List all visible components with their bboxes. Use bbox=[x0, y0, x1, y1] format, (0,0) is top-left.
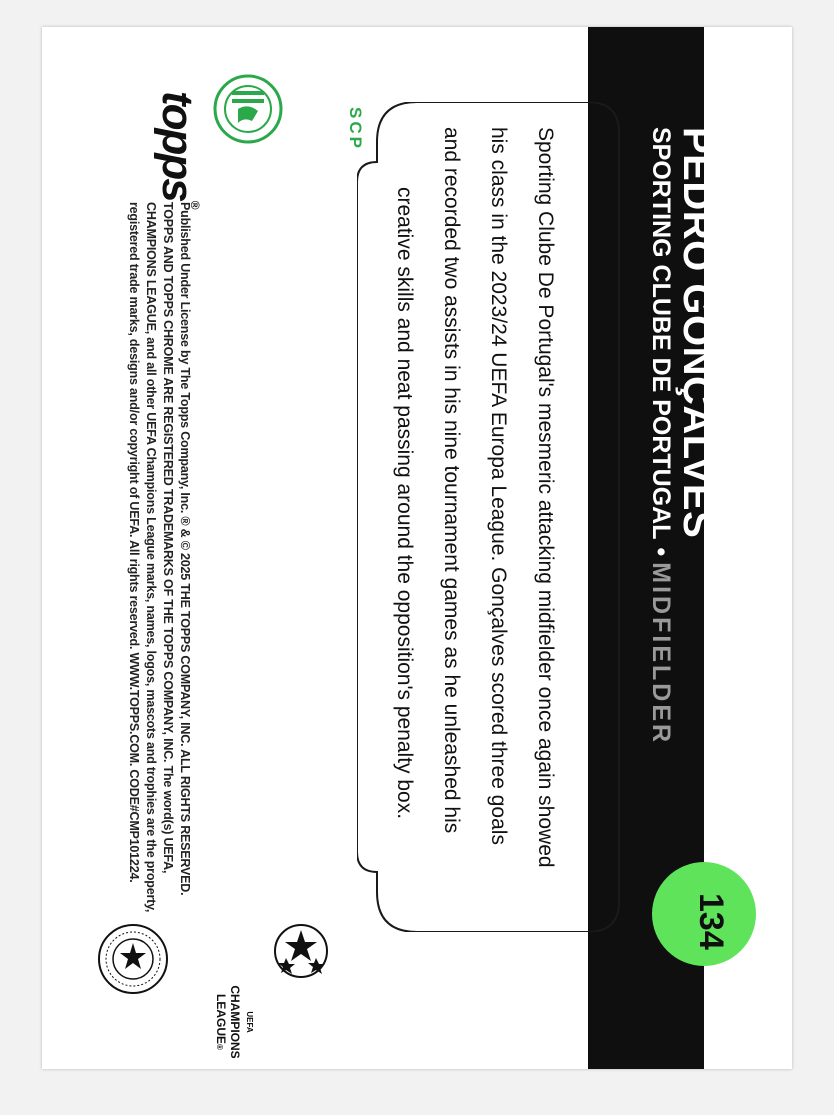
club-name: SPORTING CLUBE DE PORTUGAL bbox=[647, 127, 675, 540]
bio-line: his class in the 2023/24 UEFA Europa League. Gonçalves scored three goals bbox=[487, 127, 510, 845]
ucl-wordmark bbox=[212, 977, 256, 1067]
ucl-small: UEFA bbox=[245, 1011, 254, 1033]
bio-line: creative skills and neat passing around the opposition's penalty box. bbox=[393, 187, 416, 820]
club-position-line bbox=[646, 127, 675, 745]
legal-line: TOPPS AND TOPPS CHROME ARE REGISTERED TRADEMARKS OF THE TOPPS COMPANY, INC. The word(s) UEFA, bbox=[161, 202, 175, 874]
legal-line: registered trade marks, designs and/or copyright of UEFA. All rights reserved. WWW.TOPPS.COM. CODE#CMP101224. bbox=[127, 202, 141, 883]
legal-line: Published Under License by The Topps Company, Inc. ® & © 2025 THE TOPPS COMPANY, INC. ALL RIGHTS RESERVED. bbox=[178, 202, 192, 896]
trading-card-back bbox=[42, 27, 792, 1069]
separator: • bbox=[647, 547, 675, 557]
ucl-line1: CHAMPIONS bbox=[228, 985, 242, 1059]
topps-logo: topps® bbox=[153, 91, 202, 208]
sporting-crest-icon bbox=[212, 69, 312, 149]
ucl-line2: LEAGUE® bbox=[214, 994, 228, 1050]
club-crest-text: SCP bbox=[346, 107, 365, 151]
bio-line: and recorded two assists in his nine tournament games as he unleashed his bbox=[440, 127, 463, 834]
card-number: 134 bbox=[692, 893, 730, 950]
bio-line: Sporting Clube De Portugal's mesmeric attacking midfielder once again showed bbox=[534, 127, 557, 868]
legal-line: CHAMPIONS LEAGUE, and all other UEFA Champions League marks, names, logos, mascots and trophies are the property, bbox=[144, 202, 158, 913]
player-name: PEDRO GONÇALVES bbox=[675, 127, 719, 539]
position: MIDFIELDER bbox=[647, 562, 675, 746]
ucl-seal-icon bbox=[96, 922, 170, 996]
starball-icon bbox=[272, 922, 330, 980]
